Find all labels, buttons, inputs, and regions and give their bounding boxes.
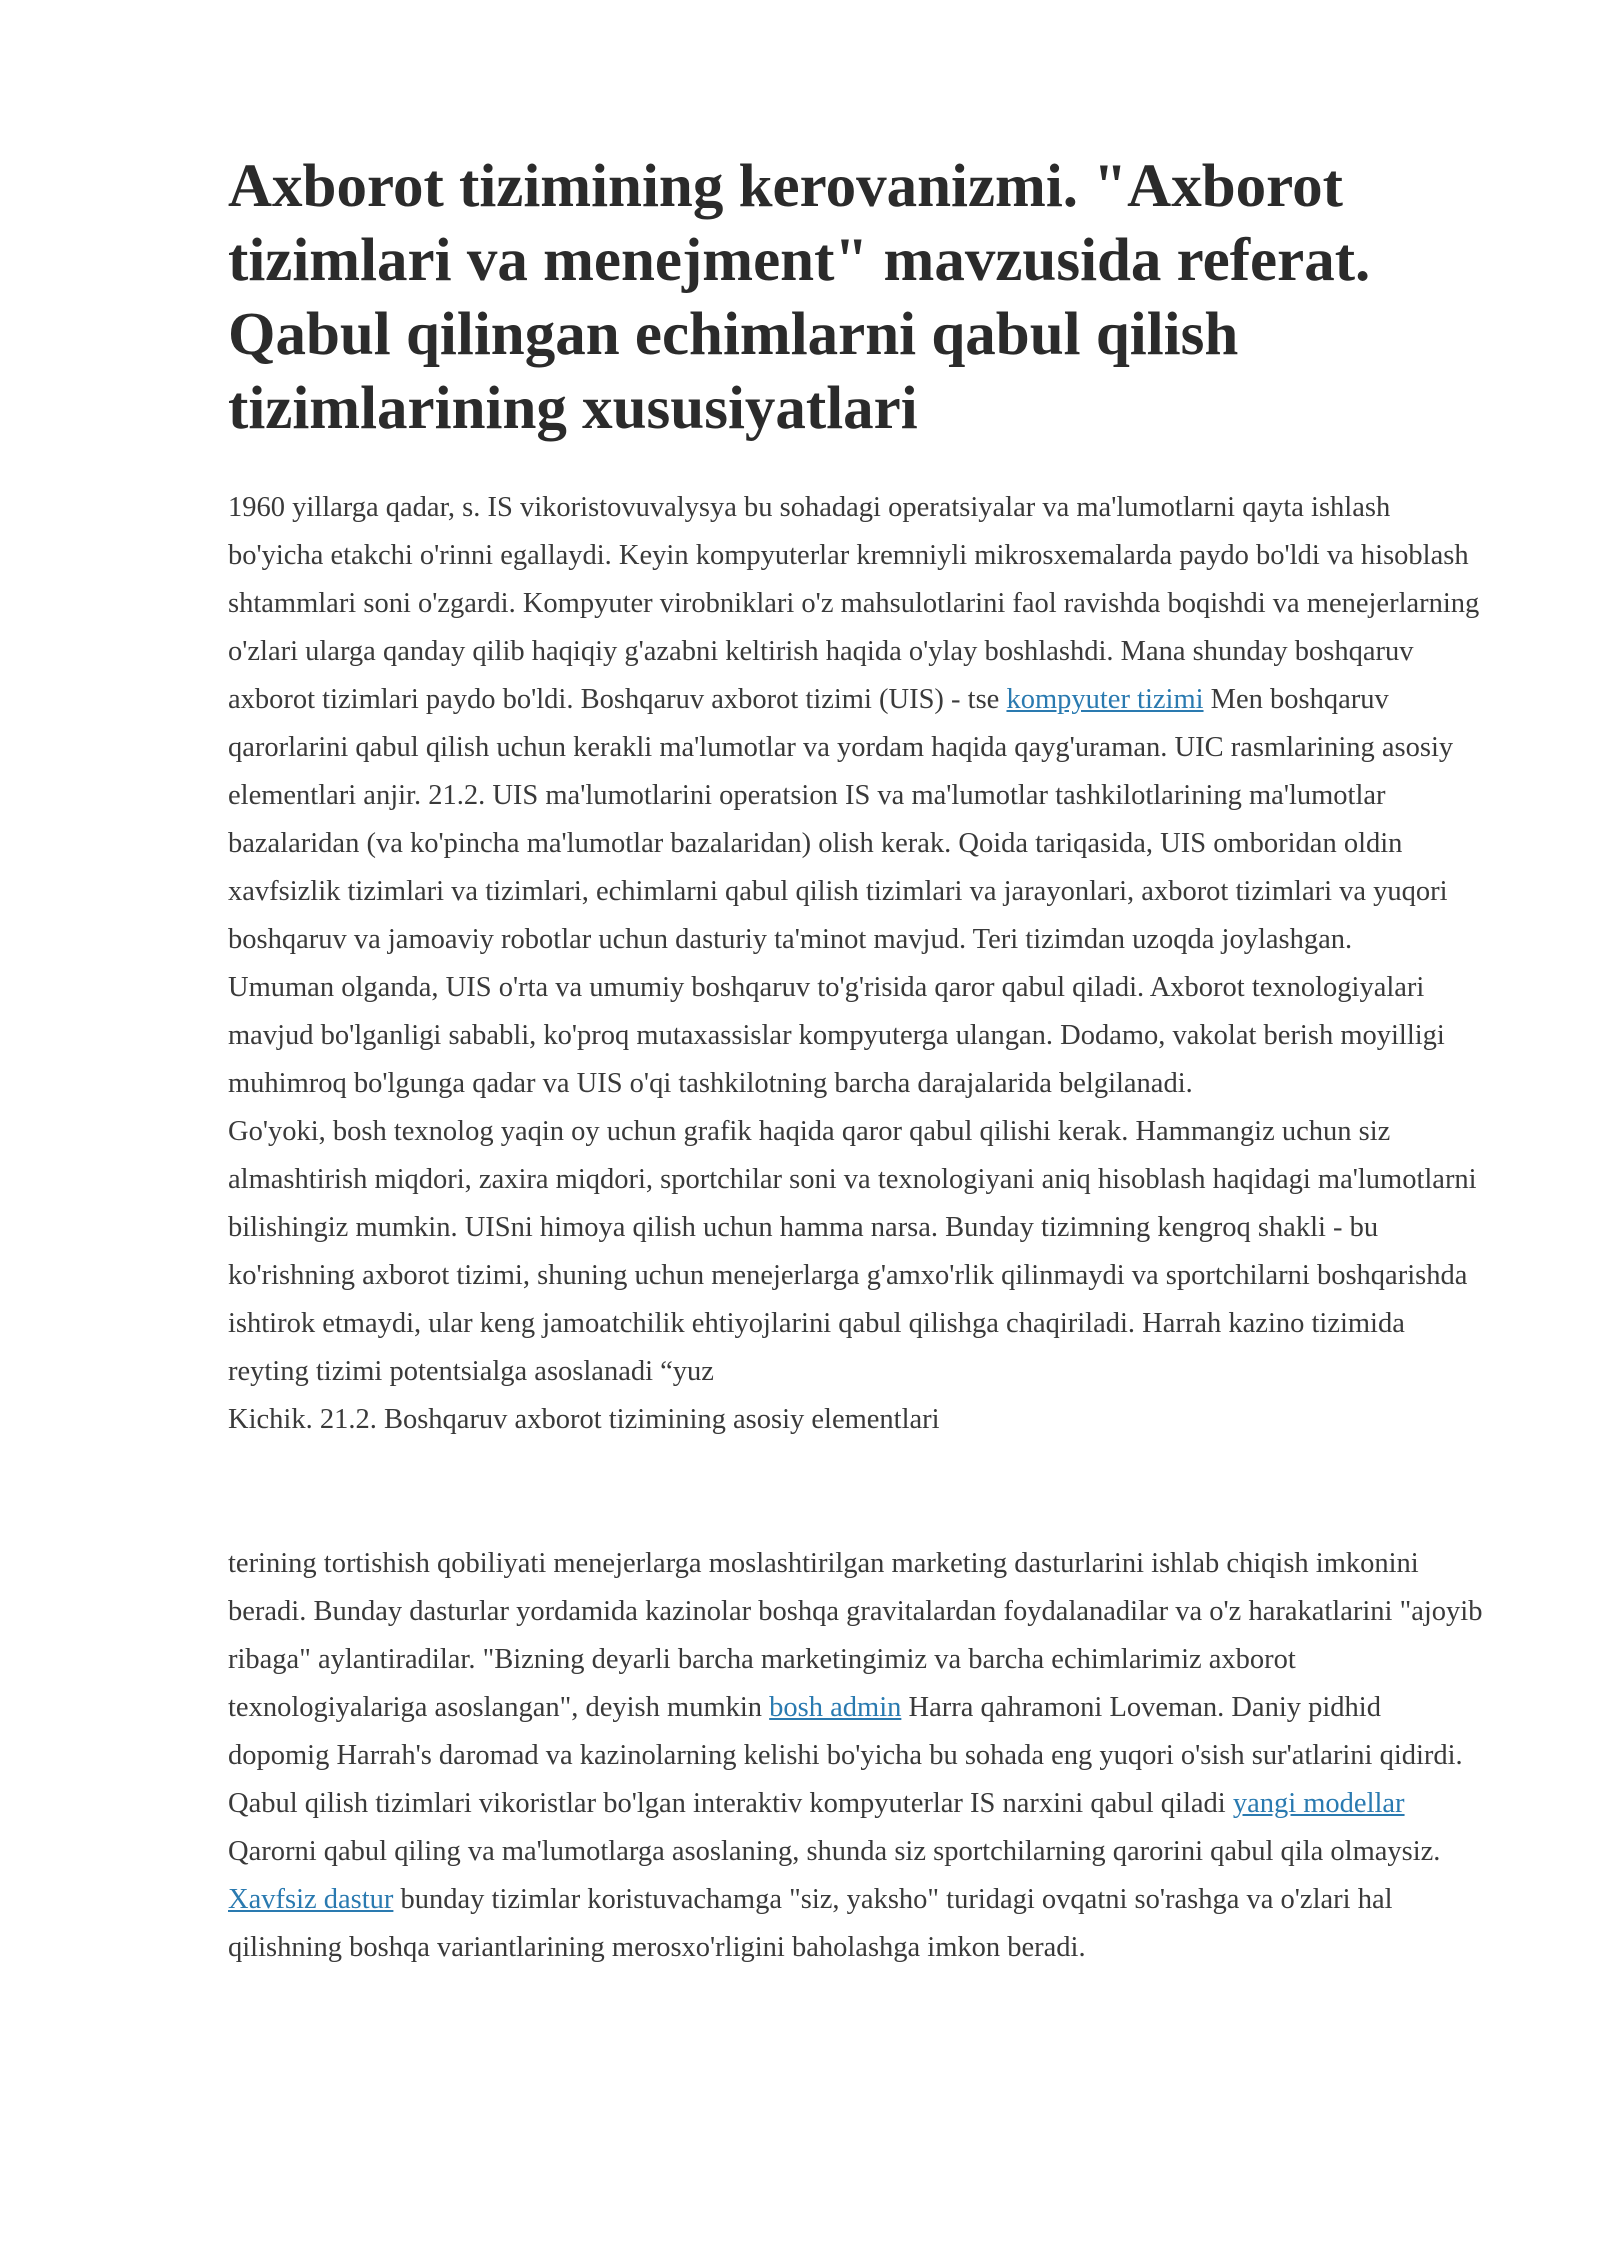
- paragraph-text: Qarorni qabul qiling va ma'lumotlarga asoslaning, shunda siz sportchilarning qarorini qabul qila olmaysiz.: [228, 1836, 1441, 1867]
- paragraph-text: Qabul qilish tizimlari vikoristlar bo'lgan interaktiv kompyuterlar IS narxini qabul qiladi: [228, 1788, 1233, 1819]
- paragraph-1: [228, 484, 1483, 964]
- paragraph-3: Go'yoki, bosh texnolog yaqin oy uchun grafik haqida qaror qabul qilishi kerak. Hammangiz uchun siz almashtirish miqdori, zaxira miqdori, sportchilar soni va texnologiyani aniq hisoblash haqidagi ma'lumotlarni bilishingiz mumkin. UISni himoya qilish uchun hamma narsa. Bunday tizimning kengroq shakli - bu ko'rishning axborot tizimi, shuning uchun menejerlarga g'amxo'rlik qilinmaydi va sportchilarni boshqarishda ishtirok etmaydi, ular keng jamoatchilik ehtiyojlarini qabul qilishga chaqiriladi. Harrah kazino tizimida reyting tizimi potentsialga asoslanadi “yuz: [228, 1116, 1477, 1387]
- paragraph-2: Umuman olganda, UIS o'rta va umumiy boshqaruv to'g'risida qaror qabul qiladi. Axborot texnologiyalari mavjud bo'lganligi sababli, ko'proq mutaxassislar kompyuterga ulangan. Dodamo, vakolat berish moyilligi muhimroq bo'lgunga qadar va UIS o'qi tashkilotning barcha darajalarida belgilanadi.: [228, 972, 1445, 1099]
- document-title: Axborot tizimining kerovanizmi. "Axborot tizimlari va menejment" mavzusida referat. Qabul qilingan echimlarni qabul qilish tizimlarining xususiyatlari: [228, 153, 1371, 442]
- figure-caption: Kichik. 21.2. Boshqaruv axborot tizimining asosiy elementlari: [228, 1404, 940, 1435]
- paragraph-text: Men boshqaruv qarorlarini qabul qilish uchun kerakli ma'lumotlar va yordam haqida qayg'uraman. UIC rasmlarining asosiy elementlari anjir. 21.2. UIS ma'lumotlarini operatsion IS va ma'lumotlar tashkilotlarining ma'lumotlar bazalaridan (va ko'pincha ma'lumotlar bazalaridan) olish kerak. Qoida tariqasida, UIS omboridan oldin xavfsizlik tizimlari va tizimlari, echimlarni qabul qilish tizimlari va jarayonlari, axborot tizimlari va yuqori boshqaruv va jamoaviy robotlar uchun dasturiy ta'minot mavjud. Teri tizimdan uzoqda joylashgan.: [228, 684, 1454, 955]
- paragraph-text: Harra qahramoni Loveman. Daniy pidhid dopomig Harrah's daromad va kazinolarning kelishi bo'yicha bu sohada eng yuqori o'sish sur'atlarini qidirdi.: [228, 1692, 1463, 1771]
- paragraph-text: terining tortishish qobiliyati menejerlarga moslashtirilgan marketing dasturlarini ishlab chiqish imkonini beradi. Bunday dasturlar yordamida kazinolar boshqa gravitalardan foydalanadilar va o'z harakatlarini "ajoyib ribaga" aylantiradilar. "Bizning deyarli barcha marketingimiz va barcha echimlarimiz axborot texnologiyalariga asoslangan", deyish mumkin: [228, 1548, 1483, 1723]
- paragraph-text: 1960 yillarga qadar, s. IS vikoristovuvalysya bu sohadagi operatsiyalar va ma'lumotlarni qayta ishlash bo'yicha etakchi o'rinni egallaydi. Keyin kompyuterlar kremniyli mikrosxemalarda paydo bo'ldi va hisoblash shtammlari soni o'zgardi. Kompyuter virobniklari o'z mahsulotlarini faol ravishda boqishdi va menejerlarning o'zlari ularga qanday qilib haqiqiy g'azabni keltirish haqida o'ylay boshlashdi. Mana shunday boshqaruv axborot tizimlari paydo bo'ldi. Boshqaruv axborot tizimi (UIS) - tse: [228, 492, 1480, 715]
- document-page: [228, 150, 1483, 1972]
- link-bosh-admin[interactable]: bosh admin: [769, 1692, 902, 1723]
- paragraph-6: [228, 1780, 1483, 1972]
- paragraph-text: bunday tizimlar koristuvachamga "siz, yaksho" turidagi ovqatni so'rashga va o'zlari hal qilishning boshqa variantlarining merosxo'rligini baholashga imkon beradi.: [228, 1884, 1393, 1963]
- link-xavfsiz-dastur[interactable]: Xavfsiz dastur: [228, 1884, 394, 1915]
- link-yangi-modellar[interactable]: yangi modellar: [1232, 1788, 1405, 1819]
- paragraph-5: [228, 1540, 1483, 1780]
- link-kompyuter-tizimi[interactable]: kompyuter tizimi: [1006, 684, 1204, 715]
- figure-space: [228, 1444, 1483, 1540]
